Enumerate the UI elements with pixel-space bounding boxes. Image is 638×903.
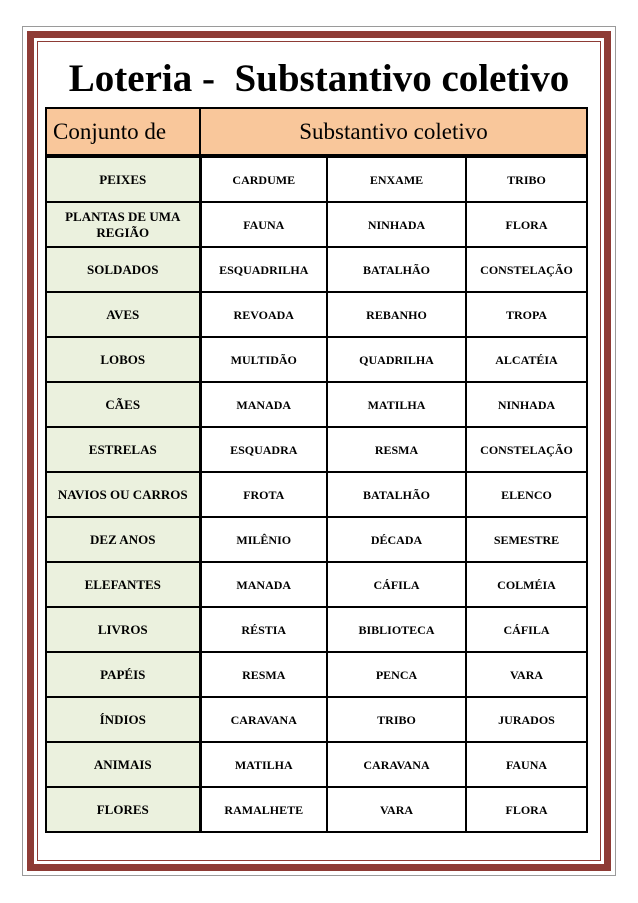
option-cell: CÁFILA	[466, 607, 587, 652]
option-cell: FAUNA	[466, 742, 587, 787]
option-cell: JURADOS	[466, 697, 587, 742]
option-cell: CONSTELAÇÃO	[466, 247, 587, 292]
table-row	[46, 562, 587, 607]
option-cell: CARDUME	[200, 156, 327, 202]
option-cell: ESQUADRA	[200, 427, 327, 472]
table-row	[46, 427, 587, 472]
option-cell: RAMALHETE	[200, 787, 327, 832]
option-cell: BIBLIOTECA	[327, 607, 466, 652]
option-cell: CARAVANA	[327, 742, 466, 787]
option-cell: SEMESTRE	[466, 517, 587, 562]
option-cell: CÁFILA	[327, 562, 466, 607]
option-cell: QUADRILHA	[327, 337, 466, 382]
option-cell: VARA	[327, 787, 466, 832]
option-cell: RESMA	[327, 427, 466, 472]
option-cell: MATILHA	[200, 742, 327, 787]
table-row	[46, 517, 587, 562]
option-cell: PENCA	[327, 652, 466, 697]
option-cell: REBANHO	[327, 292, 466, 337]
table-row	[46, 247, 587, 292]
set-cell: NAVIOS OU CARROS	[46, 472, 200, 517]
option-cell: BATALHÃO	[327, 472, 466, 517]
header-set: Conjunto de	[46, 108, 200, 156]
option-cell: ESQUADRILHA	[200, 247, 327, 292]
option-cell: BATALHÃO	[327, 247, 466, 292]
lottery-table	[45, 107, 588, 833]
set-cell: ELEFANTES	[46, 562, 200, 607]
set-cell: AVES	[46, 292, 200, 337]
option-cell: TRIBO	[327, 697, 466, 742]
option-cell: MATILHA	[327, 382, 466, 427]
set-cell: CÃES	[46, 382, 200, 427]
set-cell: PEIXES	[46, 156, 200, 202]
table-row	[46, 472, 587, 517]
page-title: Loteria - Substantivo coletivo	[68, 57, 570, 100]
option-cell: CARAVANA	[200, 697, 327, 742]
option-cell: ELENCO	[466, 472, 587, 517]
option-cell: RÉSTIA	[200, 607, 327, 652]
option-cell: CONSTELAÇÃO	[466, 427, 587, 472]
option-cell: ALCATÉIA	[466, 337, 587, 382]
table-body	[46, 156, 587, 832]
option-cell: NINHADA	[327, 202, 466, 247]
option-cell: TROPA	[466, 292, 587, 337]
table-row	[46, 337, 587, 382]
table-row	[46, 652, 587, 697]
table-row	[46, 697, 587, 742]
set-cell: PLANTAS DE UMA REGIÃO	[46, 202, 200, 247]
table-row	[46, 156, 587, 202]
option-cell: ENXAME	[327, 156, 466, 202]
option-cell: FROTA	[200, 472, 327, 517]
set-cell: SOLDADOS	[46, 247, 200, 292]
set-cell: ESTRELAS	[46, 427, 200, 472]
option-cell: MANADA	[200, 382, 327, 427]
option-cell: MULTIDÃO	[200, 337, 327, 382]
option-cell: RESMA	[200, 652, 327, 697]
option-cell: DÉCADA	[327, 517, 466, 562]
set-cell: ANIMAIS	[46, 742, 200, 787]
table-row	[46, 787, 587, 832]
option-cell: REVOADA	[200, 292, 327, 337]
table-row	[46, 202, 587, 247]
set-cell: LIVROS	[46, 607, 200, 652]
set-cell: FLORES	[46, 787, 200, 832]
option-cell: NINHADA	[466, 382, 587, 427]
table-row	[46, 292, 587, 337]
option-cell: VARA	[466, 652, 587, 697]
option-cell: TRIBO	[466, 156, 587, 202]
option-cell: MILÊNIO	[200, 517, 327, 562]
table-row	[46, 742, 587, 787]
option-cell: COLMÉIA	[466, 562, 587, 607]
set-cell: LOBOS	[46, 337, 200, 382]
option-cell: MANADA	[200, 562, 327, 607]
table-header-row	[46, 108, 587, 156]
table-row	[46, 382, 587, 427]
option-cell: FLORA	[466, 787, 587, 832]
option-cell: FAUNA	[200, 202, 327, 247]
set-cell: PAPÉIS	[46, 652, 200, 697]
set-cell: DEZ ANOS	[46, 517, 200, 562]
set-cell: ÍNDIOS	[46, 697, 200, 742]
option-cell: FLORA	[466, 202, 587, 247]
header-collective: Substantivo coletivo	[200, 108, 587, 156]
table-row	[46, 607, 587, 652]
